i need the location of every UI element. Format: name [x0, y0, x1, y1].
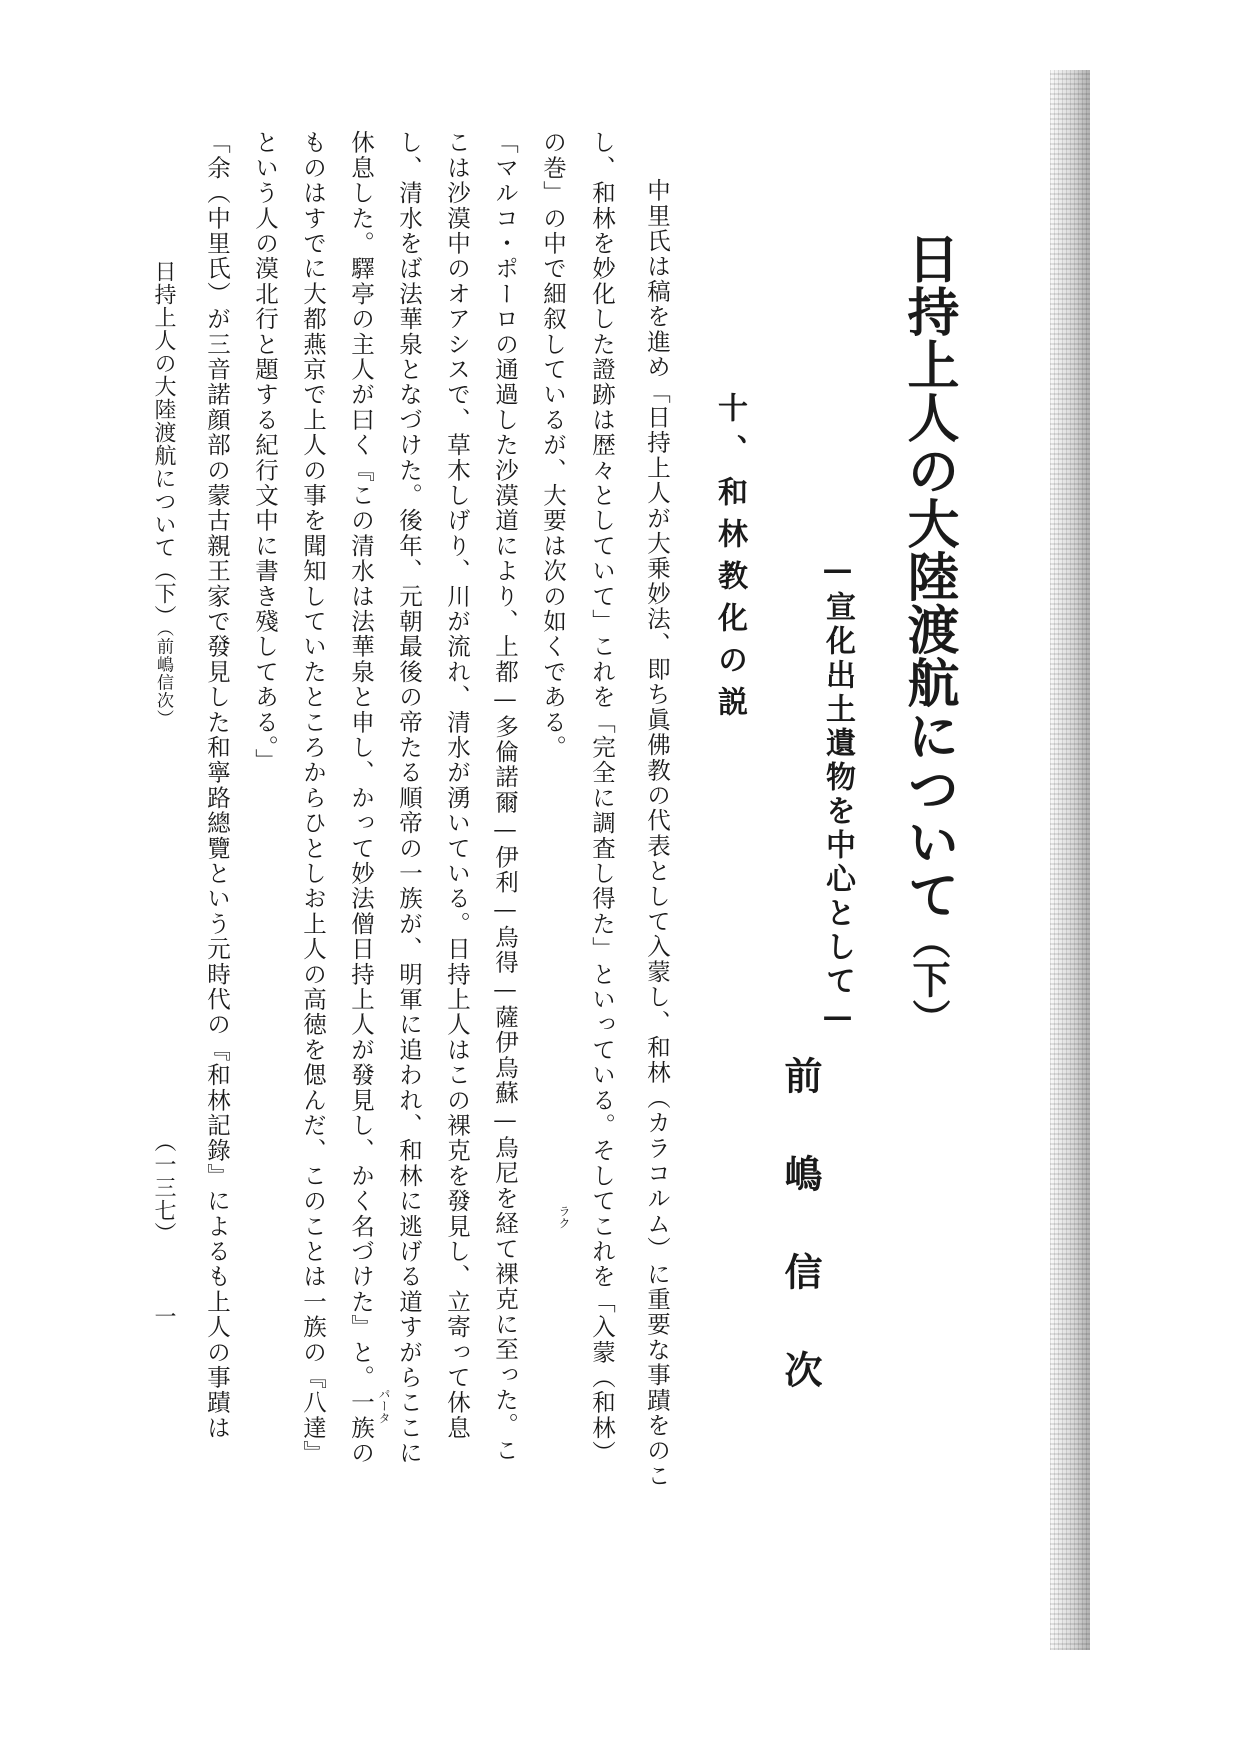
body-line-4: 「マルコ・ポーロの通過した沙漠道により、上都—多倫諾爾—伊利—烏得—薩伊烏蘇—烏尼を経て裸克に至った。こ: [491, 130, 519, 1463]
page-number: （一三七）: [151, 1130, 176, 1245]
running-footer-title: 日持上人の大陸渡航について（下）: [151, 260, 176, 628]
body-line-5: こは沙漠中のオアシスで、草木しげり、川が流れ、清水が湧いている。日持上人はこの裸克を發見し、立寄って休息: [443, 130, 471, 1441]
body-line-9: という人の漠北行と題する紀行文中に書き殘してある。」: [251, 130, 279, 774]
article-title-part: （下）: [906, 921, 951, 1038]
body-line-3: の巻」の中で細叙しているが、大要は次の如くである。: [539, 130, 567, 760]
article-subtitle: —宣化出土遺物を中心として—: [820, 552, 855, 1038]
article-title-text: 日持上人の大陸渡航について: [898, 232, 959, 921]
body-line-8: ものはすでに大都燕京で上人の事を聞知していたところからひとしお上人の高徳を偲んだ、このことは一族の『八達』: [299, 130, 327, 1466]
body-line-10: 「余（中里氏）が三音諾顔部の蒙古親王家で發見した和寧路總覽という元時代の『和林記錄』によるも上人の事蹟は: [203, 130, 231, 1441]
ruby-annotation-raku: ラク: [557, 1205, 571, 1229]
section-heading: 十、和林教化の説: [712, 392, 747, 728]
body-line-2: し、和林を妙化した證跡は歴々としていて」これを「完全に調査し得た」といっている。そしてこれを「入蒙（和林）: [588, 130, 616, 1466]
body-line-1: 中里氏は稿を進め「日持上人が大乗妙法、即ち眞佛教の代表として入蒙し、和林（カラコルム）に重要な事蹟をのこ: [643, 178, 671, 1489]
article-title: [898, 232, 959, 1052]
scan-edge-shadow: [1050, 70, 1090, 1650]
page-number-sub: 一: [151, 1305, 176, 1327]
running-footer: [150, 260, 176, 728]
running-footer-author: （前嶋信次）: [153, 628, 173, 728]
body-line-7: 休息した。驛亭の主人が曰く『この清水は法華泉と申し、かって妙法僧日持上人が發見し、かく名づけた』と。一族の: [347, 130, 375, 1466]
article-author: 前嶋信次: [778, 1056, 823, 1448]
body-line-6: し、清水をば法華泉となづけた。後年、元朝最後の帝たる順帝の一族が、明軍に追われ、和林に逃げる道すがらここに: [395, 130, 423, 1466]
ruby-annotation-pata: パータ: [377, 1388, 391, 1424]
